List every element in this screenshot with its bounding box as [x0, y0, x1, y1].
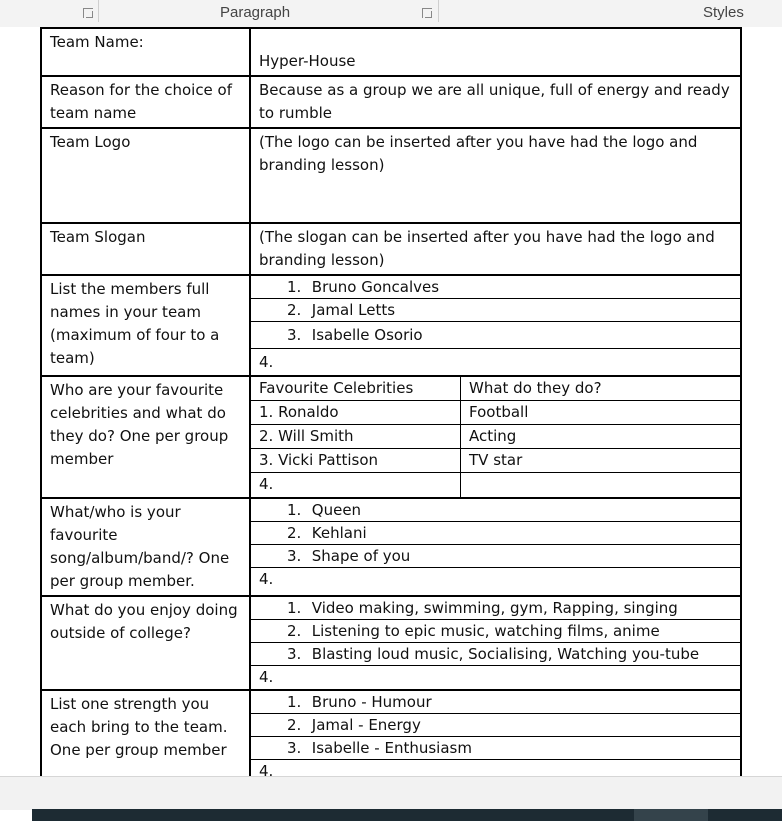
table-row: 2. Will Smith Acting	[251, 425, 740, 449]
team-form-table	[40, 27, 742, 776]
celebrities-row	[41, 376, 741, 498]
status-area	[0, 776, 782, 810]
taskbar-button[interactable]	[634, 809, 708, 821]
document-page[interactable]	[0, 27, 782, 776]
list-item: 3. Shape of you	[251, 545, 740, 568]
logo-value: (The logo can be inserted after you have had the logo and branding lesson)	[259, 133, 698, 174]
members-label: List the members full names in your team (maximum of four to a team)	[41, 275, 250, 376]
list-item: 2. Jamal - Energy	[251, 714, 740, 737]
reason-row	[41, 76, 741, 128]
list-item: 4.	[259, 668, 274, 686]
table-row: 4.	[251, 473, 740, 497]
songs-label: What/who is your favourite song/album/band/? One per group member.	[41, 498, 250, 596]
team-name-label: Team Name:	[41, 28, 250, 76]
ribbon-separator	[98, 0, 99, 22]
list-item: 4.	[259, 353, 274, 371]
table-row: 3. Vicki Pattison TV star	[251, 449, 740, 473]
list-item: 1. Bruno - Humour	[251, 691, 740, 714]
styles-group-label: Styles	[703, 4, 744, 21]
members-cell[interactable]	[250, 275, 741, 376]
members-row	[41, 275, 741, 376]
list-item: 1. Bruno Goncalves	[251, 276, 740, 299]
songs-row	[41, 498, 741, 596]
celebrities-cell[interactable]	[250, 376, 741, 498]
paragraph-dialog-launcher-icon[interactable]	[422, 8, 432, 18]
hobbies-cell[interactable]	[250, 596, 741, 690]
team-name-cell[interactable]	[250, 28, 741, 76]
songs-cell[interactable]	[250, 498, 741, 596]
slogan-row	[41, 223, 741, 275]
list-item: 2. Jamal Letts	[251, 299, 740, 322]
team-name-row	[41, 28, 741, 76]
list-item: 3. Isabelle Osorio	[251, 322, 740, 349]
slogan-value: (The slogan can be inserted after you have had the logo and branding lesson)	[259, 228, 715, 269]
list-item: 1. Queen	[251, 499, 740, 522]
logo-cell[interactable]	[250, 128, 741, 223]
celebrities-header-1: Favourite Celebrities	[251, 377, 461, 400]
list-item: 4.	[259, 762, 274, 776]
paragraph-group-label: Paragraph	[220, 4, 291, 21]
list-item: 2. Listening to epic music, watching films, anime	[251, 620, 740, 643]
strengths-row	[41, 690, 741, 776]
list-item: 2. Kehlani	[251, 522, 740, 545]
list-item: 3. Isabelle - Enthusiasm	[251, 737, 740, 760]
taskbar	[32, 809, 782, 821]
slogan-label: Team Slogan	[41, 223, 250, 275]
logo-label: Team Logo	[41, 128, 250, 223]
font-dialog-launcher-icon[interactable]	[83, 8, 93, 18]
slogan-cell[interactable]	[250, 223, 741, 275]
ribbon-separator	[438, 0, 439, 22]
strengths-cell[interactable]	[250, 690, 741, 776]
hobbies-label: What do you enjoy doing outside of college?	[41, 596, 250, 690]
list-item: 1. Video making, swimming, gym, Rapping, singing	[251, 597, 740, 620]
logo-row	[41, 128, 741, 223]
celebrities-label: Who are your favourite celebrities and what do they do? One per group member	[41, 376, 250, 498]
list-item: 3. Blasting loud music, Socialising, Watching you-tube	[251, 643, 740, 666]
celebrities-header	[251, 377, 740, 401]
table-row: 1. Ronaldo Football	[251, 401, 740, 425]
team-name-value: Hyper-House	[259, 52, 356, 70]
celebrities-header-2: What do they do?	[469, 379, 602, 397]
strengths-label: List one strength you each bring to the team. One per group member	[41, 690, 250, 776]
ribbon-bar	[0, 0, 782, 28]
list-item: 4.	[259, 570, 274, 588]
hobbies-row	[41, 596, 741, 690]
reason-value: Because as a group we are all unique, full of energy and ready to rumble	[259, 81, 730, 122]
reason-cell[interactable]	[250, 76, 741, 128]
reason-label: Reason for the choice of team name	[41, 76, 250, 128]
